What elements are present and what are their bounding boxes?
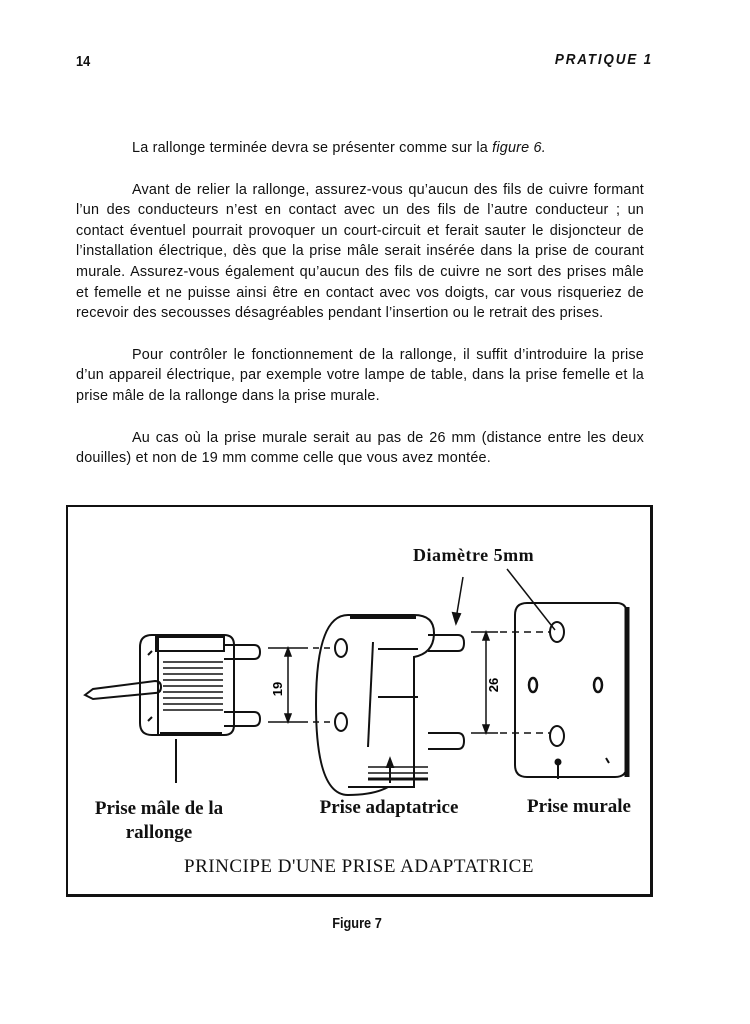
figure-reference: figure 6. (492, 140, 546, 156)
paragraph-1-text: La rallonge terminée devra se présenter comme sur la (132, 140, 493, 156)
figure-title: PRINCIPE D'UNE PRISE ADAPTATRICE (184, 856, 534, 877)
figure-7 (66, 505, 653, 897)
label-wall-socket: Prise murale (527, 796, 631, 817)
page-number: 14 (76, 53, 91, 70)
dimension-26-lines (471, 632, 550, 733)
label-adapter-plug: Prise adaptatrice (319, 797, 459, 818)
figure-caption: Figure 7 (332, 915, 382, 932)
paragraph-4: Au cas où la prise murale serait au pas de 26 mm (distance entre les deux douilles) et non de 19 mm comme celle que vous avez montée. (76, 429, 644, 467)
paragraph-3: Pour contrôler le fonctionnement de la rallonge, il suffit d’introduire la prise d’un appareil électrique, par exemple votre lampe de table, dans la prise femelle et la prise mâle de la rallonge dans la prise murale. (76, 346, 644, 404)
running-title: PRATIQUE 1 (554, 51, 653, 68)
diameter-label: Diamètre 5mm (413, 545, 535, 565)
paragraph-2: Avant de relier la rallonge, assurez-vous qu’aucun des fils de cuivre formant l’un des conducteurs n’est en contact avec un des fils de l’autre conducteur ; un contact éventuel pourrait provoquer un court-circuit et ferait sauter le disjoncteur de l’installation électrique, dès que la prise mâle serait insérée dans la prise de courant murale. Assurez-vous également qu’aucun des fils de cuivre ne sort des prises mâle et femelle et ne puisse ainsi être en contact avec vos doigts, car vous risqueriez de recevoir des secousses désagréables pendant l’insertion ou le retrait des prises. (76, 181, 644, 322)
label-male-plug: Prise mâle de la rallonge (94, 798, 224, 843)
wall-socket-drawing (515, 603, 627, 779)
dimension-19-label: 19 (270, 681, 285, 697)
dimension-26-label: 26 (486, 677, 501, 693)
male-plug-drawing (85, 635, 260, 783)
paragraph-1 (76, 138, 644, 159)
body-text (76, 138, 644, 469)
adapter-plug-drawing (316, 615, 464, 795)
